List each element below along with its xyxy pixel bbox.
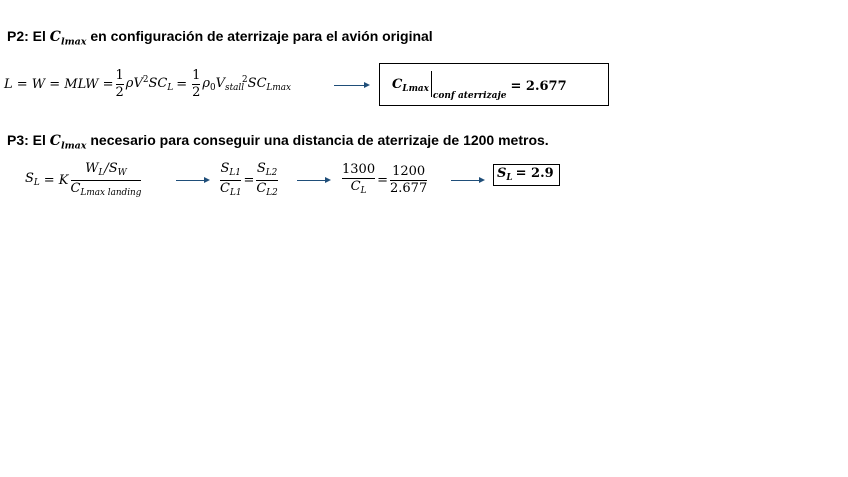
p2-eq-t2-sup: 2 [242, 75, 248, 86]
p3-result-sym: S [497, 166, 507, 181]
p3-eq3-d1-sym: C [350, 179, 361, 195]
p3-eq2-n1-sym: S [220, 161, 230, 177]
p3-eq3-fraction-1 [342, 163, 375, 196]
p3-equation-3 [340, 158, 429, 202]
p2-result-symbol [392, 77, 429, 94]
p2-result-sym: C [392, 77, 403, 93]
p3-eq1-lhs-sym: S [25, 171, 34, 187]
p3-eq3-d1 [351, 180, 367, 196]
p2-heading-sub: lmax [60, 36, 87, 48]
p3-eq1-den-sub: Lmax landing [80, 187, 142, 198]
p2-eq-t1-b: SC [148, 75, 168, 91]
p2-eq-f1-num: 1 [115, 67, 124, 83]
p2-eq-t2-c: SC [247, 75, 267, 91]
p3-equation-2 [218, 158, 280, 202]
p2-eq-t1-sub: L [167, 82, 174, 93]
p2-eq-t1-sup: 2 [142, 75, 149, 86]
p2-eq-t2-b: V [215, 75, 226, 91]
p3-result-value: = 2.9 [515, 166, 554, 181]
p3-eq2-d1 [220, 182, 241, 198]
p3-result [497, 166, 554, 183]
p3-eq2-d2 [256, 182, 277, 198]
p2-result [392, 70, 567, 102]
p3-eq2-n1 [221, 162, 241, 178]
p3-eq1-den [71, 182, 142, 198]
p2-eq-fraction-1 [116, 69, 124, 99]
p3-eq1-den-sym: C [70, 180, 81, 196]
p2-result-eval-bar [431, 71, 432, 97]
p2-eq-t2-a: ρ [202, 75, 211, 91]
p2-result-value: = 2.677 [510, 78, 567, 94]
p3-eq1-num-slash: /S [104, 161, 118, 177]
p2-heading-prefix: P2: El [7, 28, 50, 44]
p3-eq2-d2-sym: C [256, 180, 267, 196]
p2-eq-term-1 [126, 75, 173, 93]
p2-eq-f1-den: 2 [115, 84, 124, 100]
p3-eq2-d1-sym: C [220, 180, 230, 196]
p2-equation [4, 64, 291, 104]
p3-eq1-lhs-sub: L [33, 178, 40, 189]
p3-eq3-d1-sub: L [360, 186, 367, 197]
p2-eq-f2-num: 1 [192, 67, 201, 83]
p3-eq3-fraction-2 [390, 165, 427, 195]
p3-arrow-3-icon [451, 180, 483, 181]
p3-eq2-fraction-1 [220, 162, 241, 198]
p2-eq-t1-a: ρV [125, 75, 143, 91]
p3-result-sub: L [506, 173, 513, 184]
p3-eq2-d2-sub: L2 [266, 187, 278, 198]
p2-eq-t2-a-sub: 0 [210, 82, 216, 93]
p3-eq2-n2-sym: S [256, 161, 266, 177]
p2-result-sub: Lmax [402, 84, 429, 95]
p3-eq1-fraction [71, 162, 142, 198]
p3-heading-sym: C [49, 133, 61, 149]
p3-heading-symbol [49, 133, 87, 152]
p2-eq-t2-b-sub: stall [225, 82, 245, 93]
p2-heading [7, 28, 433, 47]
p3-heading-sub: lmax [60, 140, 87, 152]
p3-arrow-1-icon [176, 180, 208, 181]
p2-result-eval-sub: conf aterrizaje [432, 91, 507, 101]
p2-eq-term-2 [202, 75, 291, 93]
p3-eq2-n2-sub: L2 [265, 168, 278, 179]
p3-eq1-num-a-sub: L [98, 168, 105, 179]
p3-eq2-d1-sub: L1 [229, 187, 242, 198]
p3-heading-suffix: necesario para conseguir una distancia de aterrizaje de 1200 metros. [86, 132, 549, 148]
p3-eq1-mid: = K [43, 172, 69, 188]
p2-heading-symbol [49, 29, 87, 48]
p2-eq-lhs: L = W = MLW = [4, 76, 114, 92]
p3-eq3-d2: 2.677 [390, 180, 428, 196]
p3-eq1-num [85, 162, 127, 178]
p3-heading [7, 132, 549, 151]
p3-eq3-n2: 1200 [392, 163, 426, 179]
p3-eq2-equals: = [243, 172, 255, 188]
p3-eq3-n1: 1300 [342, 162, 376, 178]
p2-eq-f2-den: 2 [192, 84, 201, 100]
p3-eq3-equals: = [377, 172, 388, 188]
p3-arrow-2-icon [297, 180, 329, 181]
p3-eq2-fraction-2 [256, 162, 277, 198]
p3-eq1-num-a: W [85, 161, 99, 177]
p2-heading-suffix: en configuración de aterrizaje para el avión original [86, 28, 433, 44]
p2-eq-t2-c-sub: Lmax [266, 82, 292, 93]
p3-eq1-lhs [25, 171, 40, 188]
p2-heading-sym: C [49, 29, 61, 45]
p2-eq-equals: = [176, 76, 188, 92]
p3-eq2-n1-sub: L1 [229, 168, 241, 179]
p3-eq1-num-b-sub: W [117, 168, 127, 179]
p2-arrow-icon [334, 85, 368, 86]
p3-equation-1 [25, 158, 143, 202]
p3-eq2-n2 [257, 162, 277, 178]
p2-eq-fraction-2 [192, 69, 200, 99]
p3-heading-prefix: P3: El [7, 132, 50, 148]
